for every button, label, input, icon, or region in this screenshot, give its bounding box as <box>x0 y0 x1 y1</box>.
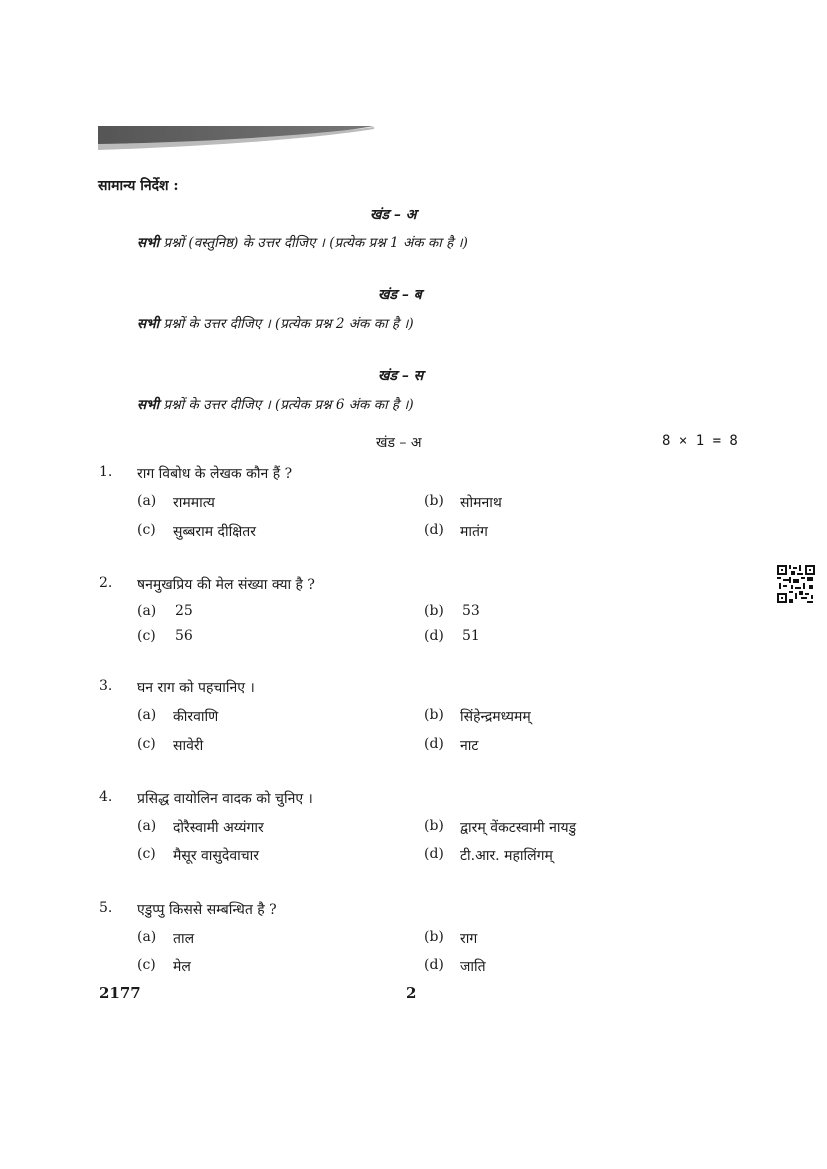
option-label: (d) <box>424 957 444 973</box>
option-label: (d) <box>424 628 444 644</box>
option-label: (b) <box>424 493 444 509</box>
option-label: (a) <box>137 929 157 945</box>
instruction-prefix-c: सभी <box>137 397 160 413</box>
question-text: प्रसिद्ध वायोलिन वादक को चुनिए । <box>137 791 313 807</box>
question-number: 2. <box>99 575 113 591</box>
option-text: टी.आर. महालिंगम् <box>460 848 553 864</box>
instruction-title-b: खंड – ब <box>378 287 422 303</box>
instruction-title-c: खंड – स <box>378 368 424 384</box>
option-text: मेल <box>173 959 191 975</box>
option-label: (b) <box>424 929 444 945</box>
option-text: द्वारम् वेंकटस्वामी नायडु <box>460 820 577 836</box>
instruction-body-a: प्रश्नों (वस्तुनिष्ठ) के उत्तर दीजिए । (प्रत्येक प्रश्न 1 अंक का है ।) <box>159 235 468 251</box>
question-text: एडुप्पु किससे सम्बन्धित है ? <box>137 902 277 918</box>
option-text: सावेरी <box>173 738 204 754</box>
option-label: (d) <box>424 736 444 752</box>
option-text: जाति <box>460 959 486 975</box>
option-text: सुब्बराम दीक्षितर <box>173 524 256 540</box>
instruction-prefix-a: सभी <box>137 235 160 251</box>
question-number: 4. <box>99 789 113 805</box>
question-text: षनमुखप्रिय की मेल संख्या क्या है ? <box>137 577 315 593</box>
option-text: 25 <box>175 603 193 619</box>
question-number: 1. <box>99 464 113 480</box>
option-text: 51 <box>462 628 480 644</box>
option-text: कीरवाणि <box>173 709 219 725</box>
option-label: (a) <box>137 707 157 723</box>
option-label: (a) <box>137 603 157 619</box>
option-text: सोमनाथ <box>460 495 502 511</box>
option-label: (c) <box>137 846 156 862</box>
instruction-title-a: खंड – अ <box>370 207 417 223</box>
question-number: 3. <box>99 678 113 694</box>
instruction-body-b: प्रश्नों के उत्तर दीजिए । (प्रत्येक प्रश्न 2 अंक का है ।) <box>159 316 414 332</box>
option-text: राममात्य <box>173 495 215 511</box>
section-a-marks: 8 × 1 = 8 <box>662 433 738 449</box>
instruction-body-c: प्रश्नों के उत्तर दीजिए । (प्रत्येक प्रश्न 6 अंक का है ।) <box>159 397 414 413</box>
option-text: ताल <box>173 931 195 947</box>
option-label: (c) <box>137 957 156 973</box>
instruction-text-a <box>137 233 468 251</box>
paper-code: 2177 <box>99 984 141 1002</box>
option-text: नाट <box>460 738 479 754</box>
option-label: (c) <box>137 628 156 644</box>
page-number: 2 <box>406 984 417 1002</box>
instruction-text-b <box>137 314 414 332</box>
option-label: (d) <box>424 522 444 538</box>
question-text: राग विबोध के लेखक कौन हैं ? <box>137 466 293 482</box>
option-label: (a) <box>137 818 157 834</box>
option-label: (b) <box>424 707 444 723</box>
instruction-prefix-b: सभी <box>137 316 160 332</box>
option-label: (c) <box>137 522 156 538</box>
option-label: (c) <box>137 736 156 752</box>
general-instructions-label: सामान्य निर्देश : <box>98 178 179 194</box>
section-a-heading: खंड – अ <box>376 435 422 451</box>
option-label: (b) <box>424 603 444 619</box>
question-text: घन राग को पहचानिए । <box>137 680 255 696</box>
question-number: 5. <box>99 900 113 916</box>
option-text: 53 <box>462 603 480 619</box>
instruction-text-c <box>137 395 414 413</box>
option-label: (a) <box>137 493 157 509</box>
option-text: मैसूर वासुदेवाचार <box>173 848 259 864</box>
option-text: सिंहेन्द्रमध्यमम् <box>460 709 531 725</box>
header-decoration <box>98 126 378 152</box>
option-text: मातंग <box>460 524 488 540</box>
option-text: 56 <box>175 628 193 644</box>
option-text: दोरैस्वामी अय्यंगार <box>173 820 264 836</box>
qr-code-icon <box>777 565 815 603</box>
option-label: (b) <box>424 818 444 834</box>
option-label: (d) <box>424 846 444 862</box>
option-text: राग <box>460 931 478 947</box>
